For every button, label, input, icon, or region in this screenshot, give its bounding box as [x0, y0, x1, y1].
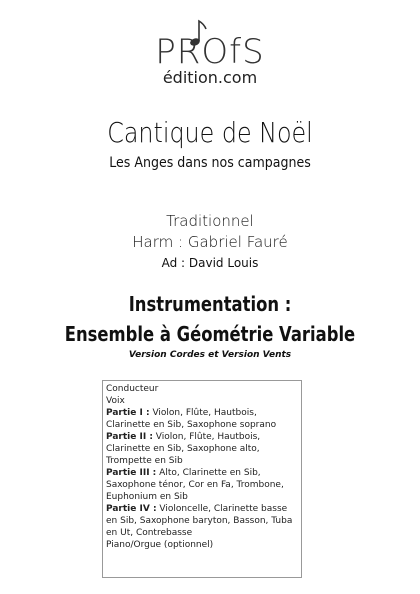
ensemble-heading: Ensemble à Géométrie Variable	[64, 322, 356, 346]
page-title: Cantique de Noël	[107, 116, 313, 149]
publisher-logo[interactable]	[0, 18, 420, 98]
credit-adaptation: Ad : David Louis	[161, 256, 259, 270]
part-label: Partie I :	[106, 408, 150, 418]
part-label: Partie III :	[106, 468, 157, 478]
list-item-voix: Voix	[106, 396, 125, 406]
logo-wordmark: PROfS	[155, 32, 265, 72]
list-item-partie-2	[106, 431, 298, 467]
list-item-partie-4	[106, 503, 298, 539]
part-label: Partie II :	[106, 432, 153, 442]
part-instruments: Violoncelle, Clarinette basse en Sib, Saxophone baryton, Basson, Tuba en Ut, Contrebasse	[106, 504, 293, 538]
parts-list	[102, 380, 302, 578]
credit-harmonization: Harm : Gabriel Fauré	[132, 233, 288, 251]
part-instruments: Violon, Flûte, Hautbois, Clarinette en Sib, Saxophone soprano	[106, 408, 277, 430]
version-note: Version Cordes et Version Vents	[128, 350, 292, 360]
part-label: Partie IV :	[106, 504, 157, 514]
list-item-partie-1	[106, 407, 298, 431]
logo-domain: édition.com	[162, 68, 258, 87]
list-item-conducteur: Conducteur	[106, 384, 159, 394]
part-instruments: Alto, Clarinette en Sib, Saxophone ténor, Cor en Fa, Trombone, Euphonium en Sib	[106, 468, 284, 502]
credit-traditional: Traditionnel	[166, 212, 254, 230]
list-item-piano: Piano/Orgue (optionnel)	[106, 540, 214, 550]
part-instruments: Violon, Flûte, Hautbois, Clarinette en Sib, Saxophone alto, Trompette en Sib	[106, 432, 261, 466]
page-subtitle: Les Anges dans nos campagnes	[109, 155, 311, 171]
list-item-partie-3	[106, 467, 298, 503]
instrumentation-heading: Instrumentation :	[128, 292, 292, 316]
